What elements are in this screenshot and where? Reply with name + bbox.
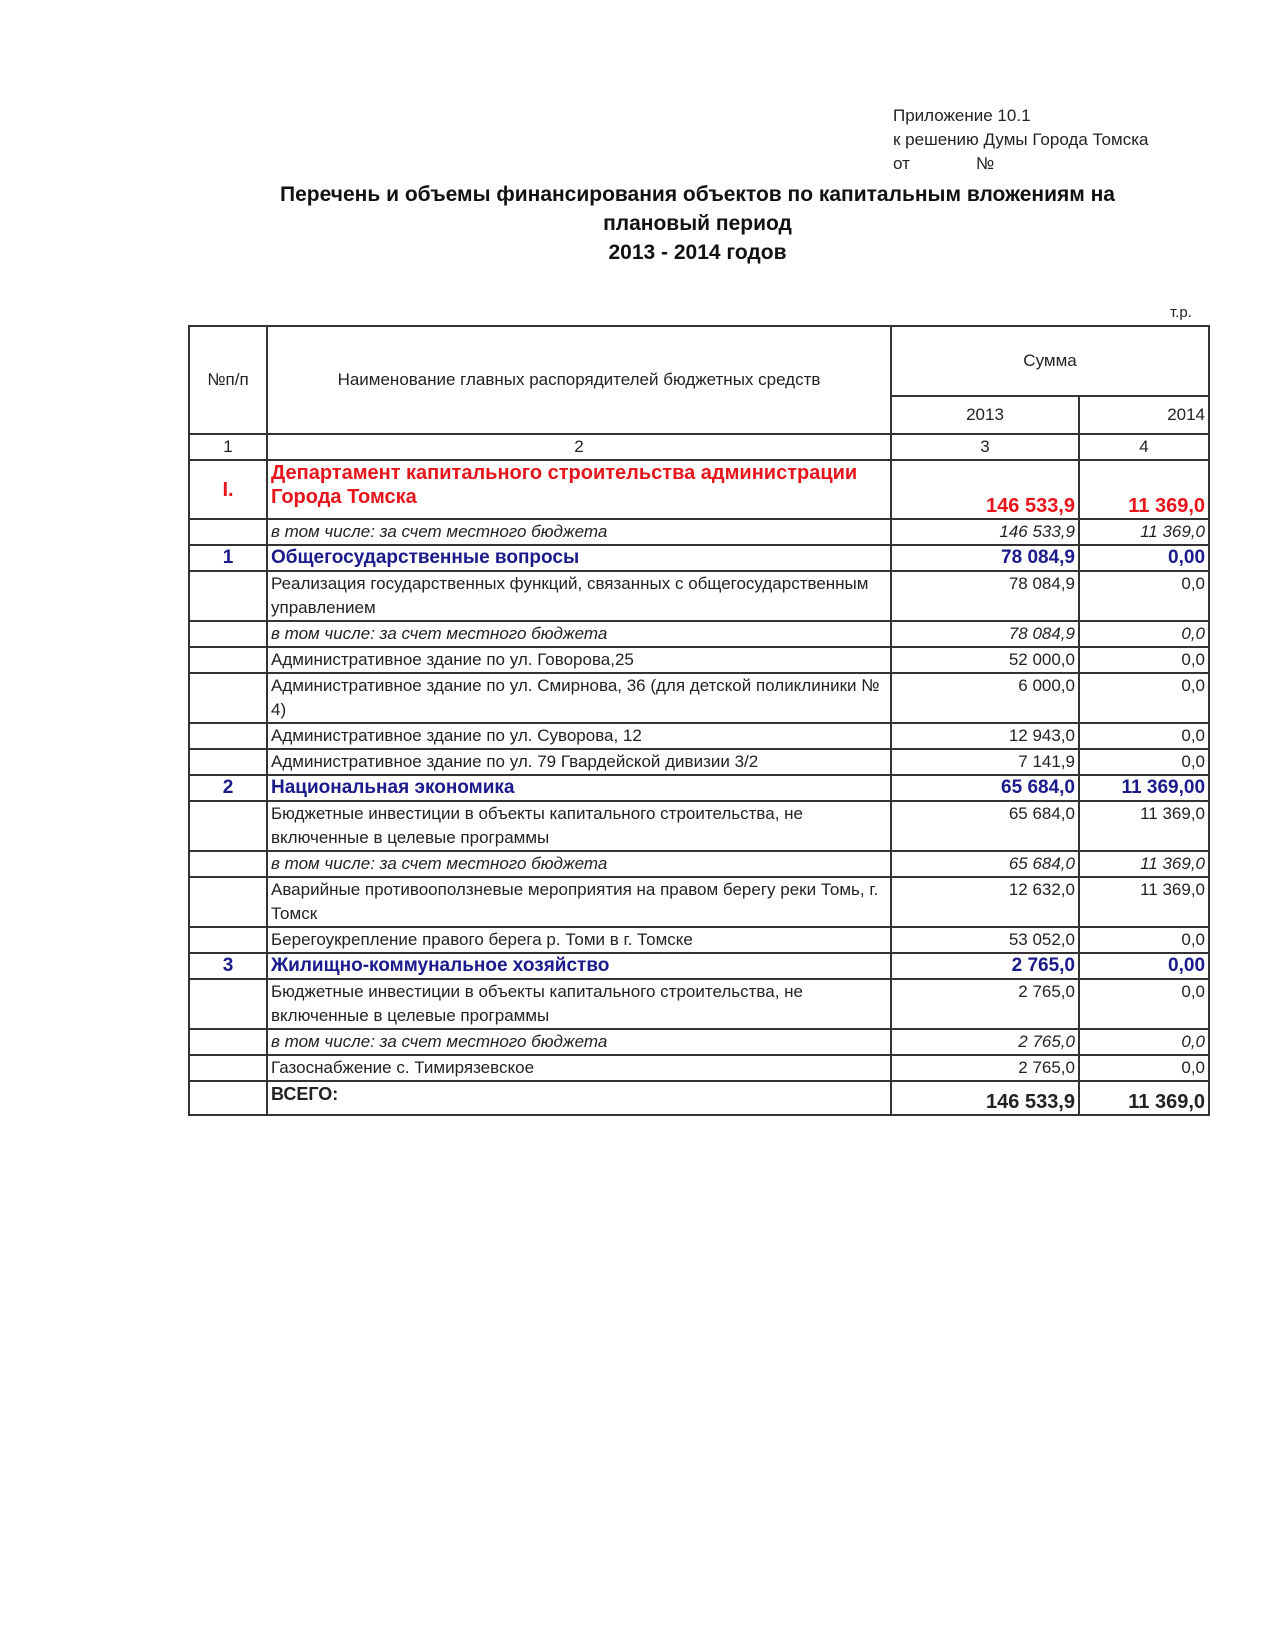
row-name: в том числе: за счет местного бюджета [267,621,891,647]
appendix-line: от № [893,154,995,173]
value-2014: 0,0 [1079,979,1209,1029]
row-name: Административное здание по ул. Смирнова, 36 (для детской поликлиники № 4) [267,673,891,723]
table-row [189,775,1209,801]
row-name: Бюджетные инвестиции в объекты капитального строительства, не включенные в целевые программы [267,979,891,1029]
table-row [189,927,1209,953]
value-2013: 12 632,0 [891,877,1079,927]
value-2013: 146 533,9 [891,519,1079,545]
total-label: ВСЕГО: [267,1081,891,1115]
value-2013: 78 084,9 [891,621,1079,647]
value-2013: 2 765,0 [891,1055,1079,1081]
table-row [189,460,1209,519]
row-number [189,723,267,749]
row-name: Жилищно-коммунальное хозяйство [267,953,891,979]
value-2014: 11 369,0 [1079,801,1209,851]
document-title [200,180,1195,267]
value-2014: 11 369,0 [1079,460,1209,519]
value-2013: 12 943,0 [891,723,1079,749]
row-name: в том числе: за счет местного бюджета [267,519,891,545]
title-line: плановый период [603,212,792,235]
row-number [189,749,267,775]
table-row [189,1029,1209,1055]
row-name: в том числе: за счет местного бюджета [267,851,891,877]
value-2014: 0,0 [1079,723,1209,749]
col-num-4: 4 [1079,434,1209,460]
table-row [189,979,1209,1029]
value-2014: 0,0 [1079,1029,1209,1055]
row-name: Национальная экономика [267,775,891,801]
row-number [189,979,267,1029]
value-2014: 11 369,0 [1079,851,1209,877]
row-number [189,851,267,877]
value-2013: 65 684,0 [891,775,1079,801]
value-2014: 11 369,0 [1079,519,1209,545]
total-num [189,1081,267,1115]
total-2013: 146 533,9 [891,1081,1079,1115]
budget-table [188,325,1210,1116]
value-2013: 52 000,0 [891,647,1079,673]
value-2014: 0,0 [1079,927,1209,953]
table-row [189,801,1209,851]
row-name: Административное здание по ул. Говорова,25 [267,647,891,673]
table-row [189,877,1209,927]
col-num-1: 1 [189,434,267,460]
header-name: Наименование главных распорядителей бюджетных средств [267,326,891,434]
header-2013: 2013 [891,396,1079,434]
table-row [189,673,1209,723]
row-name: Берегоукрепление правого берега р. Томи в г. Томске [267,927,891,953]
appendix-note [893,104,1148,176]
value-2014: 0,0 [1079,749,1209,775]
value-2014: 0,0 [1079,647,1209,673]
title-line: Перечень и объемы финансирования объектов по капитальным вложениям на [280,183,1115,206]
col-num-3: 3 [891,434,1079,460]
row-name: Административное здание по ул. 79 Гвардейской дивизии 3/2 [267,749,891,775]
row-name: Департамент капитального строительства администрации Города Томска [267,460,891,519]
header-num: №п/п [189,326,267,434]
value-2013: 78 084,9 [891,545,1079,571]
row-number [189,927,267,953]
value-2013: 2 765,0 [891,979,1079,1029]
value-2014: 0,0 [1079,621,1209,647]
table-row [189,545,1209,571]
value-2014: 0,00 [1079,545,1209,571]
col-num-2: 2 [267,434,891,460]
unit-label: т.р. [1170,304,1192,321]
row-name: Газоснабжение с. Тимирязевское [267,1055,891,1081]
table-row [189,749,1209,775]
table-row [189,571,1209,621]
value-2013: 78 084,9 [891,571,1079,621]
table-row [189,647,1209,673]
row-number [189,519,267,545]
table-row [189,1055,1209,1081]
value-2014: 0,0 [1079,571,1209,621]
value-2014: 11 369,00 [1079,775,1209,801]
row-number [189,1029,267,1055]
row-name: Административное здание по ул. Суворова, 12 [267,723,891,749]
table-row [189,519,1209,545]
row-name: Реализация государственных функций, связанных с общегосударственным управлением [267,571,891,621]
table-row [189,621,1209,647]
value-2014: 0,0 [1079,673,1209,723]
value-2013: 65 684,0 [891,801,1079,851]
table-row [189,851,1209,877]
value-2013: 146 533,9 [891,460,1079,519]
appendix-line: к решению Думы Города Томска [893,130,1149,149]
row-name: Аварийные противооползневые мероприятия на правом берегу реки Томь, г. Томск [267,877,891,927]
header-sum: Сумма [891,326,1209,396]
title-line: 2013 - 2014 годов [608,241,787,264]
row-number [189,647,267,673]
value-2013: 2 765,0 [891,953,1079,979]
total-2014: 11 369,0 [1079,1081,1209,1115]
value-2013: 65 684,0 [891,851,1079,877]
header-2014: 2014 [1079,396,1209,434]
value-2014: 0,00 [1079,953,1209,979]
row-number [189,571,267,621]
value-2014: 11 369,0 [1079,877,1209,927]
row-number: 3 [189,953,267,979]
row-number [189,621,267,647]
row-name: Бюджетные инвестиции в объекты капитального строительства, не включенные в целевые программы [267,801,891,851]
row-number [189,1055,267,1081]
row-number: 2 [189,775,267,801]
row-number [189,673,267,723]
value-2013: 2 765,0 [891,1029,1079,1055]
row-name: в том числе: за счет местного бюджета [267,1029,891,1055]
row-number [189,801,267,851]
row-number [189,877,267,927]
table-row [189,953,1209,979]
value-2013: 7 141,9 [891,749,1079,775]
appendix-line: Приложение 10.1 [893,106,1031,125]
row-name: Общегосударственные вопросы [267,545,891,571]
row-number: I. [189,460,267,519]
table-row [189,723,1209,749]
row-number: 1 [189,545,267,571]
value-2013: 6 000,0 [891,673,1079,723]
total-row [189,1081,1209,1115]
value-2014: 0,0 [1079,1055,1209,1081]
value-2013: 53 052,0 [891,927,1079,953]
